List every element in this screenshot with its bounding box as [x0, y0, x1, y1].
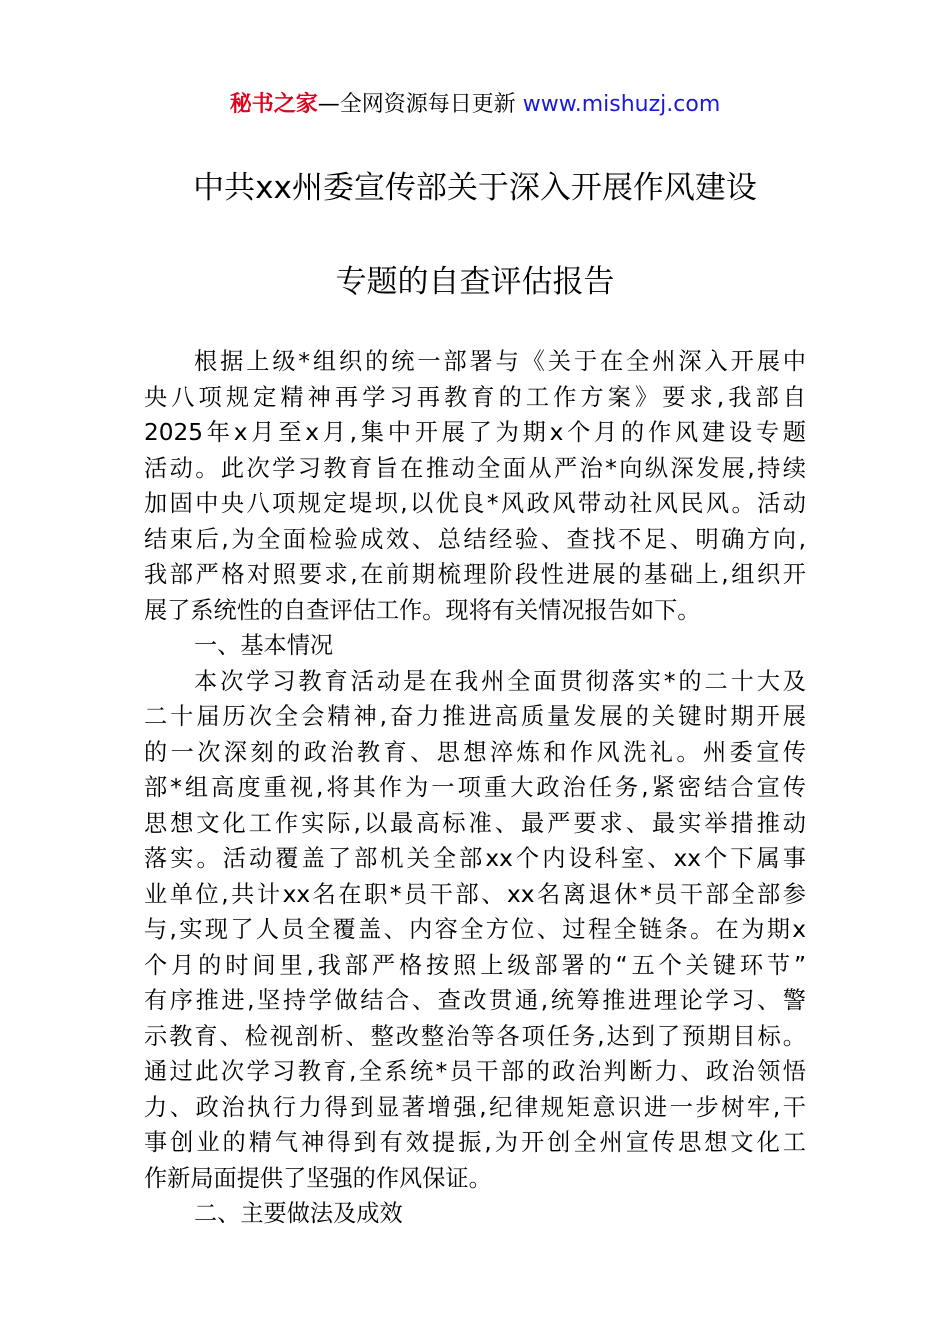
paragraph-line: 落实。活动覆盖了部机关全部xx个内设科室、xx个下属事 [144, 845, 806, 872]
document-title-line-1: 中共xx州委宣传部关于深入开展作风建设 [193, 170, 757, 206]
paragraph-line: 我部严格对照要求,在前期梳理阶段性进展的基础上,组织开 [144, 561, 806, 588]
paragraph-line: 央八项规定精神再学习再教育的工作方案》要求,我部自 [144, 383, 806, 411]
paragraph-line: 的一次深刻的政治教育、思想淬炼和作风洗礼。州委宣传 [144, 738, 806, 766]
header-dash: — [317, 92, 340, 117]
paragraph-line: 结束后,为全面检验成效、总结经验、查找不足、明确方向, [144, 525, 806, 553]
paragraph-line: 作新局面提供了坚强的作风保证。 [144, 1164, 492, 1192]
section-heading: 一、基本情况 [194, 632, 334, 659]
paragraph-line: 加固中央八项规定堤坝,以优良*风政风带动社风民风。活动 [144, 490, 806, 517]
paragraph-line: 个月的时间里,我部严格按照上级部署的“五个关键环节” [144, 951, 806, 979]
paragraph-line: 活动。此次学习教育旨在推动全面从严治*向纵深发展,持续 [144, 454, 806, 482]
paragraph-line: 通过此次学习教育,全系统*员干部的政治判断力、政治领悟 [144, 1058, 806, 1085]
paragraph-line: 有序推进,坚持学做结合、查改贯通,统筹推进理论学习、警 [144, 987, 806, 1014]
paragraph-line: 根据上级*组织的统一部署与《关于在全州深入开展中 [194, 348, 806, 375]
paragraph-line: 示教育、检视剖析、整改整治等各项任务,达到了预期目标。 [144, 1022, 806, 1050]
site-url-link[interactable]: www.mishuzj.com [522, 92, 721, 117]
paragraph-line: 思想文化工作实际,以最高标准、最严要求、最实举措推动 [144, 809, 806, 837]
paragraph-line: 事创业的精气神得到有效提振,为开创全州宣传思想文化工 [144, 1129, 806, 1156]
paragraph-line: 与,实现了人员全覆盖、内容全方位、过程全链条。在为期x [144, 916, 806, 943]
paragraph-line: 本次学习教育活动是在我州全面贯彻落实*的二十大及 [194, 667, 806, 695]
paragraph-line: 部*组高度重视,将其作为一项重大政治任务,紧密结合宣传 [144, 774, 806, 801]
paragraph-line: 力、政治执行力得到显著增强,纪律规矩意识进一步树牢,干 [144, 1093, 806, 1121]
paragraph-line: 展了系统性的自查评估工作。现将有关情况报告如下。 [144, 596, 701, 624]
document-body [144, 344, 806, 1232]
header-slogan: 全网资源每日更新 [339, 92, 516, 117]
paragraph-line: 业单位,共计xx名在职*员干部、xx名离退休*员干部全部参 [144, 880, 806, 908]
document-title-line-2: 专题的自查评估报告 [335, 264, 615, 300]
paragraph-line: 二十届历次全会精神,奋力推进高质量发展的关键时期开展 [144, 703, 806, 730]
paragraph-line: 2025年x月至x月,集中开展了为期x个月的作风建设专题 [144, 419, 806, 446]
site-header [0, 88, 950, 122]
section-heading: 二、主要做法及成效 [194, 1200, 403, 1227]
brand-name: 秘书之家 [229, 92, 318, 117]
